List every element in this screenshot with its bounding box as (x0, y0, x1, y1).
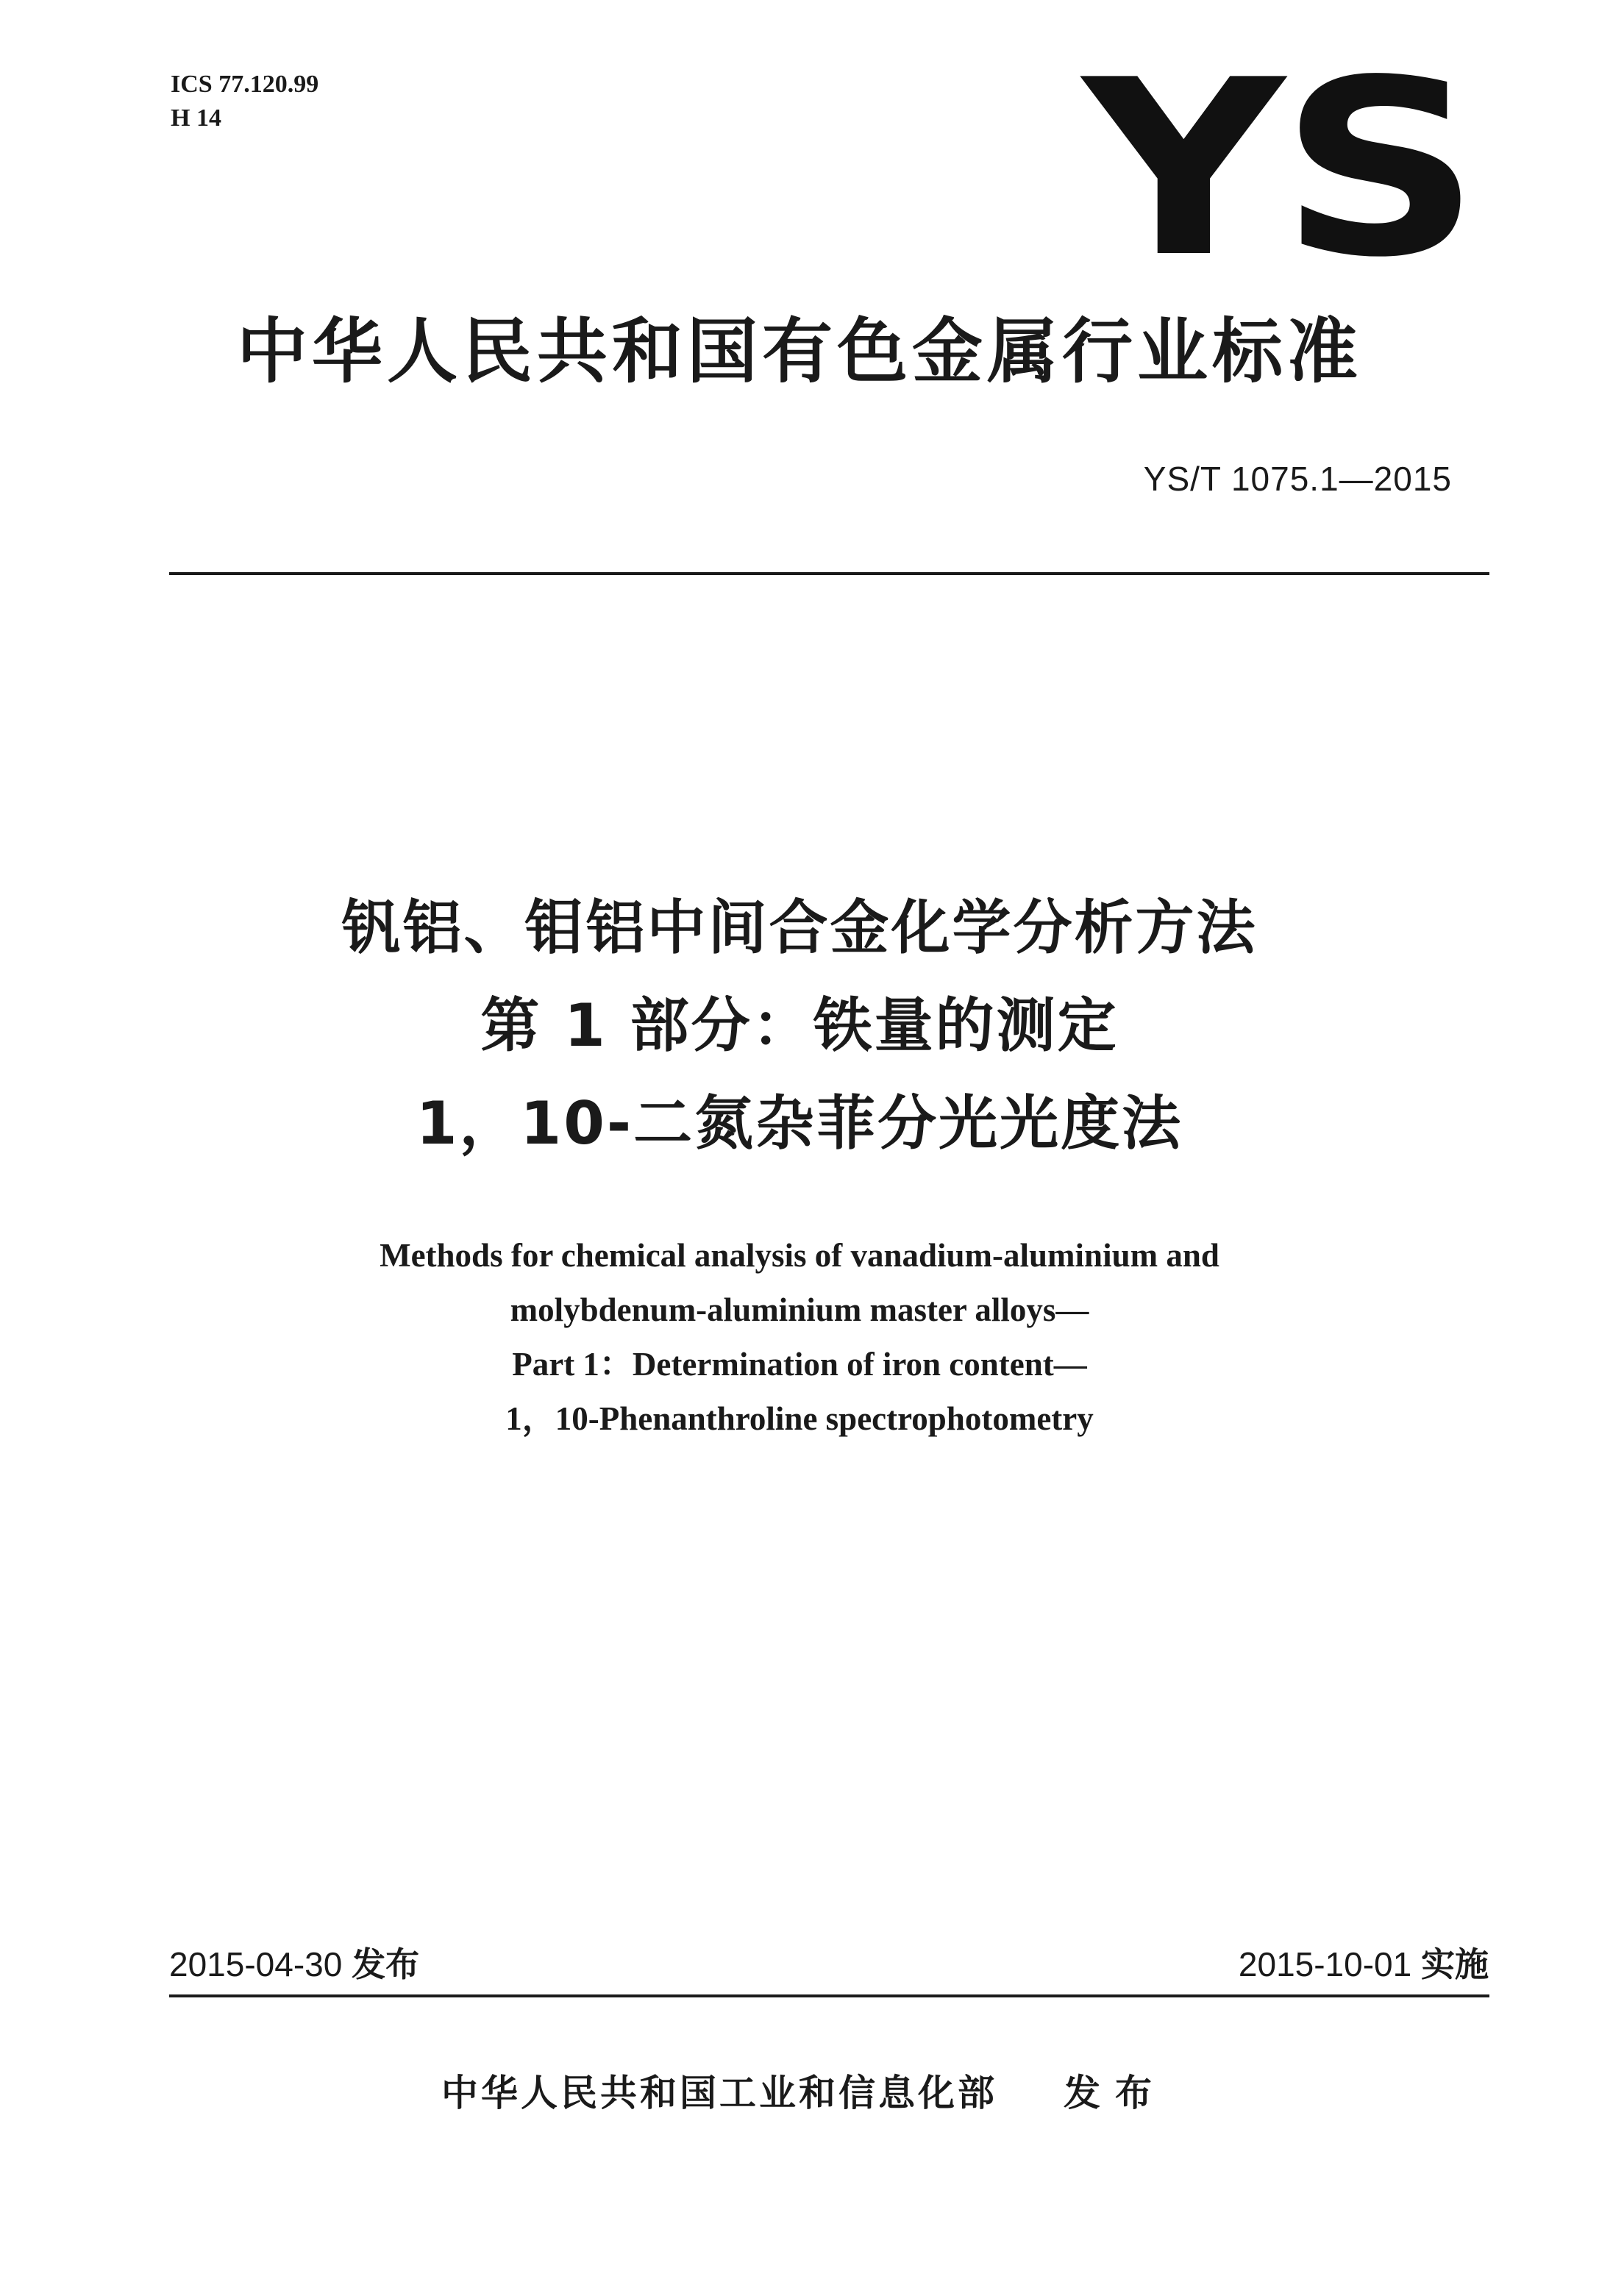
publisher (441, 2064, 1167, 2117)
class-code: H 14 (171, 104, 221, 132)
publisher-name: 中华人民共和国工业和信息化部 (441, 2072, 997, 2114)
implement-date: 2015-10-01 (1238, 1945, 1412, 1983)
issue-label: 发布 (352, 1944, 420, 1984)
chinese-title (0, 879, 1599, 1172)
english-title-line: Methods for chemical analysis of vanadium-aluminium and (380, 1237, 1219, 1274)
english-title-line: molybdenum-aluminium master alloys— (510, 1291, 1089, 1328)
chinese-title-line: 钒铝、钼铝中间合金化学分析方法 (341, 894, 1258, 962)
issue-date: 2015-04-30 (169, 1945, 343, 1983)
standard-title: 中华人民共和国有色金属行业标准 (237, 310, 1362, 393)
publisher-suffix: 发布 (1064, 2072, 1167, 2114)
top-divider (169, 572, 1489, 575)
bottom-divider (169, 1994, 1489, 1997)
english-title-line: 1，10-Phenanthroline spectrophotometry (505, 1400, 1094, 1437)
chinese-title-line: 第 1 部分：铁量的测定 (480, 991, 1119, 1060)
standard-number: YS/T 1075.1—2015 (1143, 460, 1452, 498)
implement-label: 实施 (1421, 1944, 1489, 1984)
english-title-line: Part 1：Determination of iron content— (512, 1346, 1087, 1383)
issue-date-block (169, 1938, 419, 1986)
english-title (0, 1228, 1599, 1446)
ys-logo: YS (1083, 28, 1476, 310)
classification-codes (171, 68, 318, 135)
implement-date-block (1239, 1938, 1489, 1986)
ics-code: ICS 77.120.99 (171, 71, 319, 98)
chinese-title-line: 1，10-二氮杂菲分光光度法 (416, 1089, 1183, 1158)
